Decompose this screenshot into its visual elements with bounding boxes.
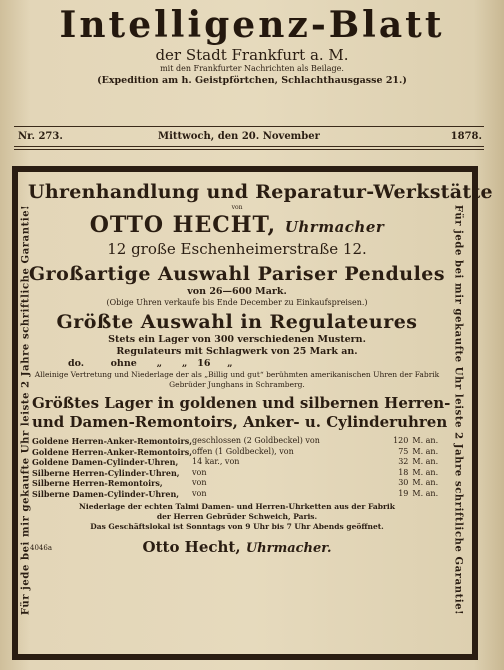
price-row bbox=[32, 436, 442, 447]
bottom-rule bbox=[14, 146, 484, 147]
ad-signature bbox=[143, 538, 332, 556]
price-item-prefix bbox=[349, 436, 371, 447]
price-item-name: Silberne Herren-Cylinder-Uhren, bbox=[32, 467, 180, 478]
ad-stock-title-2: und Damen-Remontoirs, Anker- u. Cylinderuhren bbox=[32, 413, 448, 431]
price-item-suffix: M. an. bbox=[412, 467, 439, 477]
masthead-expedition-line: (Expedition am h. Geistpförtchen, Schlachthausgasse 21.) bbox=[97, 75, 407, 86]
ad-reference-number: 4046a bbox=[30, 544, 52, 552]
price-row bbox=[32, 489, 442, 500]
price-list bbox=[32, 436, 442, 499]
ad-owner: OTTO HECHT, bbox=[89, 212, 277, 238]
price-item-prefix bbox=[349, 489, 371, 500]
masthead-subtitle: der Stadt Frankfurt a. M. bbox=[155, 46, 349, 64]
ad-pendules-title: Großartige Auswahl Pariser Pendules bbox=[28, 263, 446, 285]
price-item-amount: 18 bbox=[398, 467, 409, 477]
price-item-prefix bbox=[349, 468, 371, 479]
price-item-detail: offen (1 Goldbeckel), von bbox=[192, 446, 294, 456]
issue-year: 1878. bbox=[450, 131, 482, 142]
price-item-suffix: M. an. bbox=[412, 436, 439, 445]
ad-owner-line bbox=[28, 212, 446, 240]
ad-regulateures-ohne: do. ohne „ „ 16 „ bbox=[68, 358, 233, 369]
guarantee-side-text-left: Für jede bei mir gekaufte Uhr leiste 2 Jahre schriftliche Garantie! bbox=[20, 204, 32, 616]
issue-date: Mittwoch, den 20. November bbox=[158, 131, 320, 142]
ad-signature-trade: Uhrmacher. bbox=[245, 541, 332, 556]
masthead-supplement-line: mit den Frankfurter Nachrichten als Beilage. bbox=[160, 64, 344, 73]
ad-address: 12 große Eschenheimerstraße 12. bbox=[107, 240, 367, 258]
ad-pendules-note: (Obige Uhren verkaufe bis Ende December zu Einkaufspreisen.) bbox=[106, 298, 368, 307]
ad-von: von bbox=[231, 204, 243, 211]
price-item-amount: 30 bbox=[398, 478, 409, 487]
price-row bbox=[32, 457, 442, 468]
price-item-name: Goldene Herren-Anker-Remontoirs, bbox=[32, 436, 193, 446]
price-item-amount: 19 bbox=[398, 488, 409, 498]
price-item-amount: 75 bbox=[398, 446, 409, 456]
price-item-detail: 14 kar., von bbox=[192, 457, 240, 466]
ad-talmi-note-1: Niederlage der echten Talmi Damen- und Herren-Uhrketten aus der Fabrik bbox=[79, 502, 395, 511]
price-item-suffix: M. an. bbox=[412, 478, 439, 487]
price-item-suffix: M. an. bbox=[412, 457, 439, 466]
price-row bbox=[32, 447, 442, 458]
price-item-name: Silberne Damen-Cylinder-Uhren, bbox=[32, 488, 180, 499]
issue-number: Nr. 273. bbox=[18, 131, 63, 142]
ad-signature-name: Otto Hecht, bbox=[142, 538, 241, 556]
ad-agency-note: Alleinige Vertretung und Niederlage der als „Billig und gut“ berühmten amerikanischen Uhren der Fabrik Gebrüder Junghans in Schramberg. bbox=[34, 370, 440, 389]
price-item-name: Silberne Herren-Remontoirs, bbox=[32, 478, 163, 488]
price-row bbox=[32, 478, 442, 489]
dateline bbox=[18, 130, 482, 144]
price-item-name: Goldene Damen-Cylinder-Uhren, bbox=[32, 457, 179, 467]
price-item-prefix bbox=[349, 478, 371, 489]
ad-pendules-price: von 26—600 Mark. bbox=[187, 286, 287, 297]
masthead-title: Intelligenz-Blatt bbox=[59, 4, 445, 46]
price-item-amount: 120 bbox=[393, 436, 409, 445]
price-item-detail: von bbox=[192, 488, 207, 498]
ad-headline: Uhrenhandlung und Reparatur-Werkstätte bbox=[28, 181, 493, 203]
price-item-suffix: M. an. bbox=[412, 446, 439, 456]
ad-talmi-note-2: der Herren Gebrüder Schweich, Paris. bbox=[156, 512, 318, 521]
price-item-detail: geschlossen (2 Goldbeckel) von bbox=[192, 436, 320, 445]
bottom-rule-double bbox=[14, 149, 484, 150]
price-row bbox=[32, 468, 442, 479]
price-item-suffix: M. an. bbox=[412, 488, 439, 498]
ad-sunday-note: Das Geschäftslokal ist Sonntags von 9 Uhr bis 7 Uhr Abends geöffnet. bbox=[90, 522, 384, 531]
price-item-detail: von bbox=[192, 467, 207, 477]
price-item-detail: von bbox=[192, 478, 207, 487]
price-item-prefix bbox=[349, 447, 371, 458]
price-item-name: Goldene Herren-Anker-Remontoirs, bbox=[32, 446, 193, 457]
top-rule bbox=[14, 126, 484, 127]
ad-signature-row bbox=[28, 536, 446, 558]
ad-regulateures-title: Größte Auswahl in Regulateures bbox=[56, 311, 418, 333]
price-item-prefix bbox=[349, 457, 371, 468]
masthead bbox=[0, 4, 504, 87]
price-item-amount: 32 bbox=[398, 457, 409, 466]
ad-stock-title-1: Größtes Lager in goldenen und silbernen Herren- bbox=[32, 394, 451, 412]
ad-regulateures-stock: Stets ein Lager von 300 verschiedenen Mustern. bbox=[108, 334, 366, 345]
ad-regulateures-price: Regulateurs mit Schlagwerk von 25 Mark an. bbox=[116, 346, 358, 357]
guarantee-side-text-right: Für jede bei mir gekaufte Uhr leiste 2 Jahre schriftliche Garantie! bbox=[452, 204, 464, 616]
ad-trade: Uhrmacher bbox=[284, 218, 385, 236]
